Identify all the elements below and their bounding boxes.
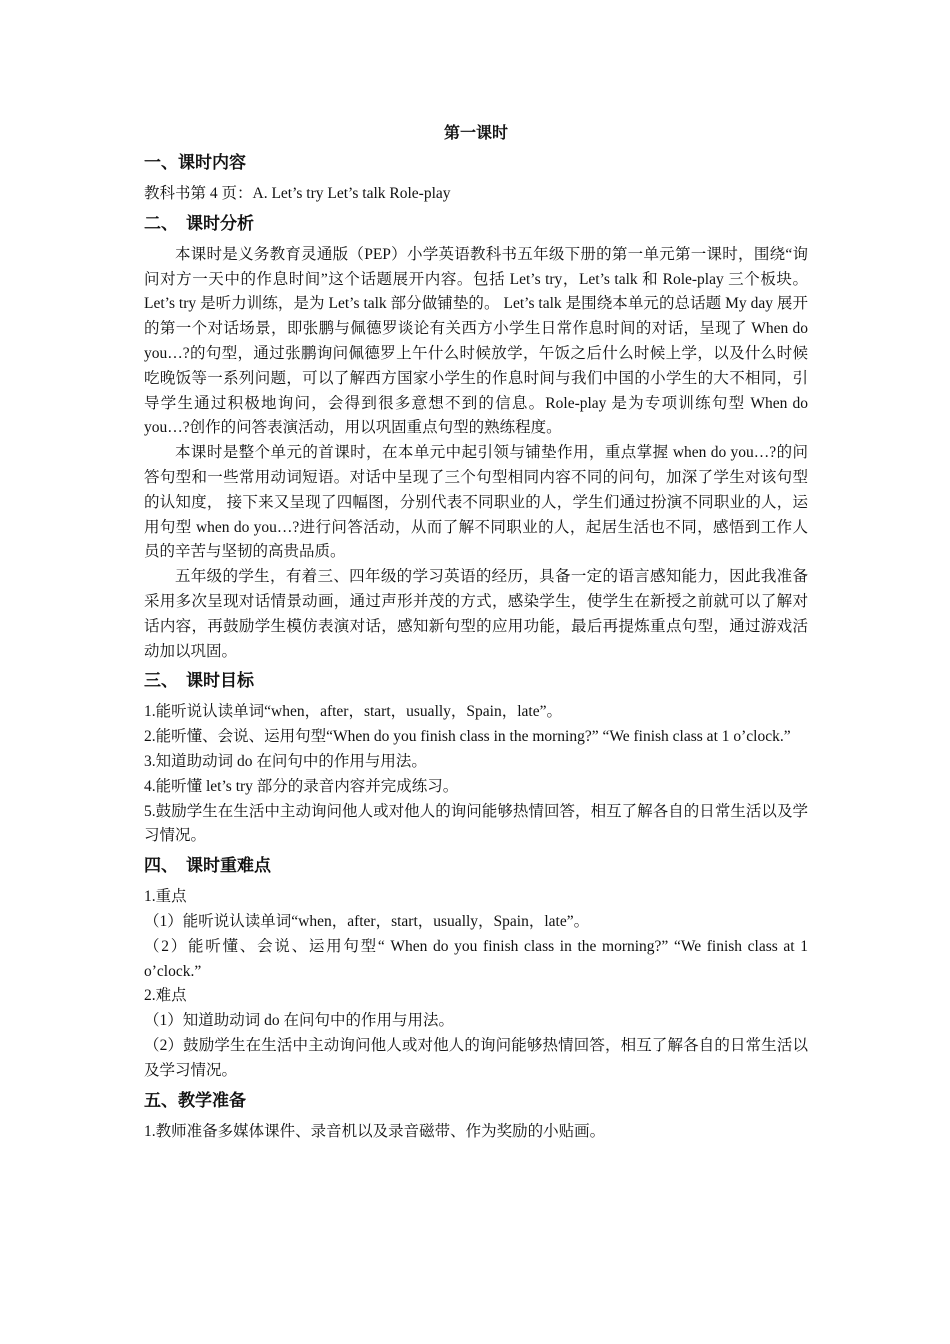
objective-item: 3.知道助动词 do 在问句中的作用与用法。: [144, 752, 427, 770]
key-point-label: 1.重点: [144, 888, 187, 906]
section-title: 课时分析: [186, 213, 254, 234]
key-point-item: （2）能听懂、会说、运用句型“ When do you finish class in the morning?” “We finish class at 1 o’clock.”: [144, 937, 808, 980]
section-heading-content: [144, 150, 808, 176]
paragraph: 本课时是整个单元的首课时，在本单元中起引领与铺垫作用，重点掌握 when do you…?的问答句型和一些常用动词短语。对话中呈现了三个句型相同内容不同的问句，加深了学生对该句型的认知度， 接下来又呈现了四幅图，分别代表不同职业的人，学生们通过扮演不同职业的人，运用句型 when do you…?进行问答活动，从而了解不同职业的人，起居生活也不同，感悟到工作人员的辛苦与坚韧的高贵品质。: [144, 444, 808, 561]
objective-item: 5.鼓励学生在生活中主动询问他人或对他人的询问能够热情回答，相互了解各自的日常生活以及学习情况。: [144, 802, 808, 845]
document-title: 第一课时: [443, 125, 508, 142]
section-number: 一、: [144, 153, 178, 173]
section-heading-objectives: [144, 668, 808, 694]
difficulty-label: 2.难点: [144, 987, 187, 1005]
section-title: 教学准备: [178, 1090, 246, 1111]
preparation-item: 1.教师准备多媒体课件、录音机以及录音磁带、作为奖励的小贴画。: [144, 1122, 606, 1140]
document-body: [144, 122, 808, 1144]
key-point-item: （1）能听说认读单词“when，after，start，usually，Spain，late”。: [144, 912, 590, 930]
paragraph: 五年级的学生，有着三、四年级的学习英语的经历，具备一定的语言感知能力，因此我准备采用多次呈现对话情景动画，通过声形并茂的方式，感染学生，使学生在新授之前就可以了解对话内容，再鼓励学生模仿表演对话，感知新句型的应用功能，最后再提炼重点句型，通过游戏活动加以巩固。: [144, 568, 808, 660]
objective-item: 1.能听说认读单词“when，after，start，usually，Spain，late”。: [144, 703, 562, 721]
section-title: 课时目标: [186, 671, 254, 692]
section-number: 三、: [144, 671, 178, 692]
section-title: 课时内容: [178, 153, 246, 173]
section-title: 课时重难点: [186, 856, 271, 877]
section-heading-key-points: [144, 853, 808, 879]
difficulty-item: （1）知道助动词 do 在问句中的作用与用法。: [144, 1012, 455, 1030]
section-number: 五、: [144, 1090, 178, 1111]
paragraph: 本课时是义务教育灵通版（PEP）小学英语教科书五年级下册的第一单元第一课时，围绕“询问对方一天中的作息时间”这个话题展开内容。包括 Let’s try，Let’s talk 和 Role-play 三个板块。Let’s try 是听力训练，是为 Let’s talk 部分做铺垫的。 Let’s talk 是围绕本单元的总话题 My day 展开的第一个对话场景，即张鹏与佩德罗谈论有关西方小学生日常作息时间的对话，呈现了 When do you…?的句型，通过张鹏询问佩德罗上午什么时候放学，午饭之后什么时候上学，以及什么时候吃晚饭等一系列问题，可以了解西方国家小学生的作息时间与我们中国的小学生的大不相同，引导学生通过积极地询问，会得到很多意想不到的信息。Role-play 是为专项训练句型 When do you…?创作的问答表演活动，用以巩固重点句型的熟练程度。: [144, 245, 808, 437]
section-number: 二、: [144, 213, 178, 234]
objective-item: 4.能听懂 let’s try 部分的录音内容并完成练习。: [144, 777, 459, 795]
section-heading-analysis: [144, 211, 808, 237]
difficulty-item: （2）鼓励学生在生活中主动询问他人或对他人的询问能够热情回答，相互了解各自的日常生活以及学习情况。: [144, 1036, 808, 1079]
section-number: 四、: [144, 856, 178, 877]
objective-item: 2.能听懂、会说、运用句型“When do you finish class in the morning?” “We finish class at 1 o’clock.”: [144, 728, 791, 746]
section-heading-preparation: [144, 1088, 808, 1114]
paragraph: 教科书第 4 页：A. Let’s try Let’s talk Role-play: [144, 185, 451, 202]
